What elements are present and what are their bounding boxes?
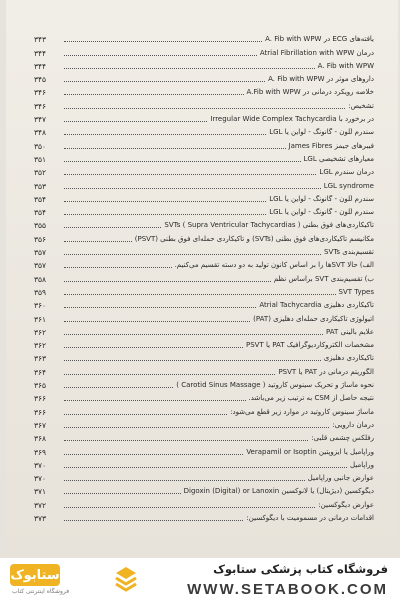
- toc-row: [34, 377, 374, 390]
- toc-row: [34, 164, 374, 177]
- toc-row: [34, 390, 374, 403]
- toc-row: [34, 403, 374, 416]
- toc-page-number: ۳۶۶: [34, 394, 47, 404]
- toc-row: [34, 496, 374, 509]
- toc-row: [34, 270, 374, 283]
- dot-leader: [64, 387, 173, 388]
- toc-page-number: ۳۴۷: [34, 115, 47, 125]
- dot-leader: [64, 374, 275, 375]
- dot-leader: [64, 321, 250, 322]
- toc-entry-title: اقدامات درمانی در مسمومیت با دیگوکسین:: [246, 513, 374, 522]
- toc-entry-title: تاکیکاردی دهلیزی: [323, 354, 374, 363]
- dot-leader: [64, 81, 265, 82]
- toc-entry-title: عوارض دیگوکسین:: [318, 500, 374, 509]
- toc-row: [34, 297, 374, 310]
- toc-row: [34, 510, 374, 523]
- toc-page-number: ۳۴۵: [34, 75, 47, 85]
- toc-entry-title: نحوه ماساژ و تحریک سینوس کاروتید ( Carotid Sinus Massage ): [176, 381, 374, 390]
- toc-row: [34, 84, 374, 97]
- toc-entry-title: فیبرهای جیمز James Fibres: [288, 141, 374, 150]
- toc-row: [34, 191, 374, 204]
- dot-leader: [64, 467, 347, 468]
- dot-leader: [64, 520, 243, 521]
- dot-leader: [64, 214, 266, 215]
- toc-row: [34, 284, 374, 297]
- dot-leader: [64, 427, 329, 428]
- toc-page-number: ۳۴۳: [34, 35, 47, 45]
- toc-entry-title: A. Fib with WPW: [317, 61, 374, 70]
- toc-entry-title: داروهای موثر در A. Fib with WPW: [268, 75, 374, 84]
- toc-entry-title: الگوریتم درمانی در PAT یا PSVT: [278, 367, 374, 376]
- toc-entry-title: ب) تقسیم‌بندی SVT براساس نظم: [273, 274, 374, 283]
- book-stack-icon: [114, 565, 138, 595]
- toc-page-number: ۳۶۳: [34, 354, 47, 364]
- dot-leader: [64, 480, 305, 481]
- toc-entry-title: خلاصه رویکرد درمانی در A.Fib with WPW: [246, 88, 374, 97]
- dot-leader: [64, 400, 246, 401]
- toc-row: [34, 151, 374, 164]
- toc-entry-title: معیارهای تشخیصی LGL: [303, 154, 374, 163]
- toc-page-number: ۳۵۵: [34, 221, 47, 231]
- toc-entry-title: سندرم لُلون - گانونگ - لواین یا LGL: [269, 128, 374, 137]
- toc-entry-title: یافته‌های ECG در A. Fib with WPW: [265, 35, 374, 44]
- store-url[interactable]: WWW.SETABOOK.COM: [187, 581, 388, 598]
- toc-entry-title: رفلکس چشمی قلبی:: [311, 434, 374, 443]
- toc-page-number: ۳۵۱: [34, 154, 47, 164]
- toc-page-number: ۳۶۹: [34, 447, 47, 457]
- toc-row: [34, 483, 374, 496]
- toc-page-number: ۳۵۹: [34, 287, 47, 297]
- toc-row: [34, 44, 374, 57]
- setabook-logo[interactable]: [10, 564, 102, 596]
- dot-leader: [64, 267, 172, 268]
- dot-leader: [64, 281, 271, 282]
- toc-row: [34, 97, 374, 110]
- toc-page-number: ۳۵۸: [34, 274, 47, 284]
- toc-entry-title: وراپامیل: [350, 460, 374, 469]
- toc-entry-title: درمان دارویی:: [332, 420, 374, 429]
- dot-leader: [64, 241, 132, 242]
- toc-row: [34, 217, 374, 230]
- toc-row: [34, 324, 374, 337]
- dot-leader: [64, 201, 266, 202]
- toc-page-number: ۳۴۶: [34, 101, 47, 111]
- table-of-contents: [34, 31, 374, 523]
- toc-row: [34, 457, 374, 470]
- toc-page-number: ۳۶۲: [34, 327, 47, 337]
- dot-leader: [64, 148, 286, 149]
- toc-row: [34, 350, 374, 363]
- dot-leader: [64, 41, 262, 42]
- dot-leader: [64, 108, 345, 109]
- toc-row: [34, 363, 374, 376]
- toc-row: [34, 257, 374, 270]
- toc-page-number: ۳۷۱: [34, 487, 47, 497]
- toc-entry-title: علایم بالینی PAT: [326, 327, 374, 336]
- toc-page-number: ۳۶۵: [34, 381, 47, 391]
- dot-leader: [64, 307, 256, 308]
- toc-row: [34, 204, 374, 217]
- toc-entry-title: SVT Types: [338, 287, 374, 296]
- toc-entry-title: مشخصات الکتروکاردیوگرافیک PAT یا PSVT: [245, 341, 374, 350]
- dot-leader: [64, 294, 336, 295]
- dot-leader: [64, 227, 161, 228]
- toc-page-number: ۳۵۷: [34, 248, 47, 258]
- dot-leader: [64, 55, 257, 56]
- toc-entry-title: تقسیم‌بندی SVTs: [324, 248, 374, 257]
- toc-page-number: ۳۴۴: [34, 48, 47, 58]
- toc-entry-title: سندرم لُلون - گانونگ - لواین یا LGL: [269, 208, 374, 217]
- toc-row: [34, 124, 374, 137]
- toc-entry-title: LGL syndrome: [323, 181, 374, 190]
- toc-page-number: ۳۵۴: [34, 194, 47, 204]
- toc-entry-title: نتیجه حاصل از CSM به ترتیب زیر می‌باشد.: [248, 394, 374, 403]
- dot-leader: [64, 68, 315, 69]
- toc-row: [34, 310, 374, 323]
- toc-page-number: ۳۶۶: [34, 407, 47, 417]
- toc-page-number: ۳۵۳: [34, 181, 47, 191]
- toc-page-number: ۳۶۷: [34, 420, 47, 430]
- toc-row: [34, 31, 374, 44]
- toc-page-number: ۳۵۴: [34, 208, 47, 218]
- toc-page-number: ۳۶۲: [34, 341, 47, 351]
- toc-page-number: ۳۴۶: [34, 88, 47, 98]
- toc-page-number: ۳۶۸: [34, 434, 47, 444]
- toc-page-number: ۳۵۷: [34, 261, 47, 271]
- dot-leader: [64, 94, 244, 95]
- toc-page-number: ۳۶۰: [34, 301, 47, 311]
- logo-mark: ستابوک: [10, 564, 60, 586]
- dot-leader: [64, 347, 243, 348]
- toc-row: [34, 244, 374, 257]
- toc-row: [34, 111, 374, 124]
- toc-entry-title: درمان Atrial Fibrillation with WPW: [259, 48, 374, 57]
- dot-leader: [64, 507, 315, 508]
- toc-page-number: ۳۷۰: [34, 460, 47, 470]
- toc-entry-title: وراپامیل یا ایزوپتین Verapamil or Isoptin: [246, 447, 374, 456]
- toc-entry-title: مکانیسم تاکیکاردی‌های فوق بطنی (SVTs) و تاکیکاردی حمله‌ای فوق بطنی (PSVT): [134, 234, 374, 243]
- toc-entry-title: تشخیص:: [348, 101, 374, 110]
- dot-leader: [64, 254, 321, 255]
- toc-entry-title: اتیولوژی تاکیکاردی حمله‌ای دهلیزی (PAT): [253, 314, 374, 323]
- toc-entry-title: عوارض جانبی وراپامیل: [307, 474, 374, 483]
- toc-row: [34, 430, 374, 443]
- toc-row: [34, 177, 374, 190]
- store-footer: [0, 558, 400, 604]
- toc-row: [34, 137, 374, 150]
- toc-row: [34, 443, 374, 456]
- toc-entry-title: تاکیکاردی‌های فوق بطنی SVTs ( Supra Ventricular Tachycardias ): [164, 221, 374, 230]
- dot-leader: [64, 161, 301, 162]
- logo-subtitle: فروشگاه اینترنتی کتاب: [12, 588, 70, 595]
- dot-leader: [64, 174, 316, 175]
- toc-entry-title: سندرم لُلون - گانونگ - لواین یا LGL: [269, 194, 374, 203]
- toc-page-number: ۳۷۲: [34, 500, 47, 510]
- toc-row: [34, 470, 374, 483]
- toc-page-number: ۳۵۰: [34, 141, 47, 151]
- toc-entry-title: ماساژ سینوس کاروتید در موارد زیر قطع می‌شود:: [230, 407, 374, 416]
- toc-page-number: ۳۴۴: [34, 61, 47, 71]
- toc-row: [34, 58, 374, 71]
- toc-page-number: ۳۶۱: [34, 314, 47, 324]
- dot-leader: [64, 440, 308, 441]
- store-name: فروشگاه کتاب پزشکی ستابوک: [213, 562, 388, 576]
- toc-page-number: ۳۴۸: [34, 128, 47, 138]
- dot-leader: [64, 121, 207, 122]
- toc-page-number: ۳۷۰: [34, 474, 47, 484]
- dot-leader: [64, 360, 321, 361]
- toc-row: [34, 417, 374, 430]
- dot-leader: [64, 493, 181, 494]
- book-page: [6, 0, 398, 558]
- dot-leader: [64, 134, 266, 135]
- toc-page-number: ۳۵۲: [34, 168, 47, 178]
- toc-page-number: ۳۷۳: [34, 513, 47, 523]
- dot-leader: [64, 454, 243, 455]
- toc-row: [34, 230, 374, 243]
- toc-entry-title: درمان سندرم LGL: [319, 168, 374, 177]
- toc-entry-title: تاکیکاردی دهلیزی Atrial Tachycardia: [259, 301, 374, 310]
- toc-row: [34, 71, 374, 84]
- dot-leader: [64, 414, 227, 415]
- dot-leader: [64, 334, 323, 335]
- toc-row: [34, 337, 374, 350]
- toc-page-number: ۳۶۴: [34, 367, 47, 377]
- dot-leader: [64, 188, 321, 189]
- toc-page-number: ۳۵۶: [34, 234, 47, 244]
- toc-entry-title: الف) حالا SVTها را بر اساس کانون تولید به دو دسته تقسیم می‌کنیم.: [174, 261, 374, 270]
- toc-entry-title: در برخورد با Irregular Wide Complex Tachycardia: [210, 115, 374, 124]
- toc-entry-title: دیگوکسین (دیژیتال) یا لانوکسین Digoxin (Digital) or Lanoxin: [183, 487, 374, 496]
